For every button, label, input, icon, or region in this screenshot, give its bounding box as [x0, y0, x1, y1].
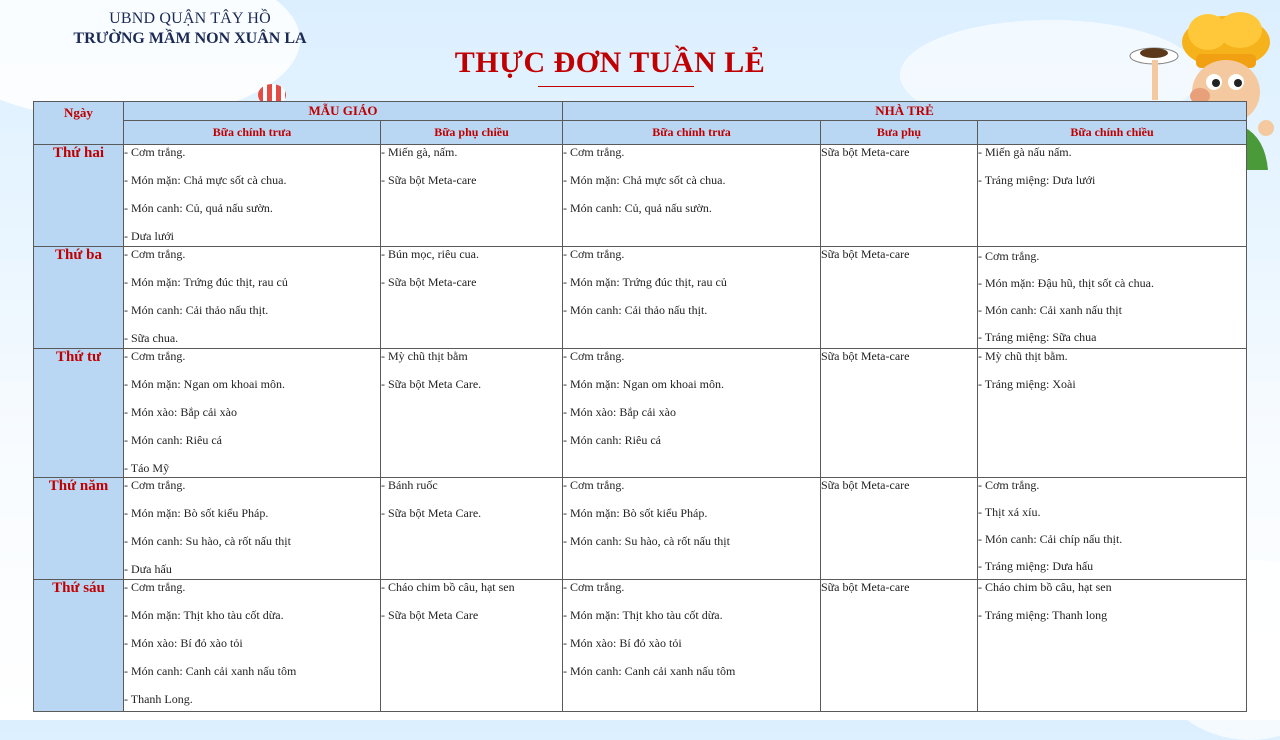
- menu-item: Sữa bột Meta-care: [821, 349, 910, 363]
- day-label: Thứ sáu: [34, 580, 124, 712]
- menu-cell: [821, 478, 978, 580]
- menu-item: - Sữa bột Meta Care: [381, 608, 479, 622]
- menu-item: - Món xào: Bí đỏ xào tỏi: [563, 636, 682, 650]
- menu-item: - Món canh: Cải xanh nấu thịt: [978, 303, 1122, 317]
- menu-item: - Mỳ chũ thịt bằm.: [978, 349, 1068, 363]
- menu-item: - Món mặn: Đậu hũ, thịt sốt cà chua.: [978, 276, 1154, 290]
- subheader: Bữa chính trưa: [124, 121, 381, 145]
- menu-item: - Cơm trắng.: [563, 478, 625, 492]
- menu-item: - Sữa bột Meta-care: [381, 275, 477, 289]
- menu-item: - Món canh: Củ, quả nấu sườn.: [124, 201, 273, 215]
- menu-cell: [124, 349, 381, 478]
- menu-cell: [978, 145, 1247, 247]
- menu-cell: [563, 247, 821, 349]
- menu-cell: [821, 247, 978, 349]
- menu-item: - Cơm trắng.: [124, 349, 186, 363]
- table-row: [34, 580, 1247, 712]
- menu-item: - Món mặn: Chả mực sốt cà chua.: [563, 173, 726, 187]
- menu-cell: [381, 478, 563, 580]
- menu-item: Sữa bột Meta-care: [821, 580, 910, 594]
- menu-item: - Cơm trắng.: [124, 478, 186, 492]
- menu-cell: [563, 349, 821, 478]
- menu-item: - Món mặn: Ngan om khoai môn.: [124, 377, 285, 391]
- table-row: [34, 349, 1247, 478]
- menu-cell: [563, 478, 821, 580]
- menu-item: - Tráng miệng: Xoài: [978, 377, 1076, 391]
- menu-item: - Tráng miệng: Thanh long: [978, 608, 1108, 622]
- menu-item: - Thanh Long.: [124, 692, 193, 706]
- menu-item: - Dưa lưới: [124, 229, 175, 243]
- menu-item: - Sữa chua.: [124, 331, 179, 345]
- menu-item: - Miến gà, nấm.: [381, 145, 458, 159]
- school-name: TRƯỜNG MẦM NON XUÂN LA: [73, 30, 307, 47]
- subheader: Bữa chính chiều: [978, 121, 1247, 145]
- menu-item: - Món mặn: Trứng đúc thịt, rau củ: [124, 275, 288, 289]
- header-mau-giao: MẪU GIÁO: [124, 102, 563, 121]
- header-nha-tre: NHÀ TRẺ: [563, 102, 1247, 121]
- menu-item: - Cơm trắng.: [124, 145, 186, 159]
- menu-cell: [124, 145, 381, 247]
- menu-item: Sữa bột Meta-care: [821, 145, 910, 159]
- menu-cell: [821, 349, 978, 478]
- menu-item: - Món canh: Cải thảo nấu thịt.: [563, 303, 708, 317]
- menu-item: - Món canh: Su hào, cà rốt nấu thịt: [124, 534, 291, 548]
- menu-item: - Tráng miệng: Sữa chua: [978, 330, 1097, 344]
- menu-item: - Món canh: Riêu cá: [563, 433, 661, 447]
- menu-cell: [124, 247, 381, 349]
- menu-item: Sữa bột Meta-care: [821, 478, 910, 492]
- district-name: UBND QUẬN TÂY HỒ: [109, 10, 271, 27]
- menu-item: - Cơm trắng.: [563, 349, 625, 363]
- menu-cell: [381, 145, 563, 247]
- menu-item: - Món canh: Canh cải xanh nấu tôm: [124, 664, 297, 678]
- menu-item: - Món xào: Bắp cải xào: [563, 405, 676, 419]
- menu-item: Sữa bột Meta-care: [821, 247, 910, 261]
- day-label: Thứ hai: [34, 145, 124, 247]
- menu-item: - Tráng miệng: Dưa lưới: [978, 173, 1096, 187]
- menu-item: - Món mặn: Chả mực sốt cà chua.: [124, 173, 287, 187]
- day-label: Thứ tư: [34, 349, 124, 478]
- subheader: Bữa phụ chiều: [381, 121, 563, 145]
- menu-item: - Thịt xá xíu.: [978, 505, 1041, 519]
- menu-item: - Cháo chim bồ câu, hạt sen: [381, 580, 515, 594]
- menu-cell: [978, 349, 1247, 478]
- day-label: Thứ ba: [34, 247, 124, 349]
- menu-item: - Bún mọc, riêu cua.: [381, 247, 479, 261]
- menu-item: - Cơm trắng.: [978, 249, 1040, 263]
- school-header: [40, 10, 340, 48]
- menu-item: - Món canh: Riêu cá: [124, 433, 222, 447]
- menu-cell: [381, 247, 563, 349]
- menu-item: - Món mặn: Trứng đúc thịt, rau củ: [563, 275, 727, 289]
- page-title: THỰC ĐƠN TUẦN LẺ: [454, 46, 766, 79]
- menu-item: - Cơm trắng.: [978, 478, 1040, 492]
- menu-item: - Sữa bột Meta Care.: [381, 506, 482, 520]
- subheader: Bữa chính trưa: [563, 121, 821, 145]
- menu-item: - Món canh: Canh cải xanh nấu tôm: [563, 664, 736, 678]
- menu-cell: [381, 580, 563, 712]
- menu-item: - Bánh ruốc: [381, 478, 438, 492]
- menu-cell: [978, 247, 1247, 349]
- menu-cell: [124, 580, 381, 712]
- menu-item: - Dưa hấu: [124, 562, 172, 576]
- menu-cell: [978, 478, 1247, 580]
- title-underline: [538, 86, 694, 87]
- menu-item: - Món mặn: Ngan om khoai môn.: [563, 377, 724, 391]
- menu-item: - Món canh: Cải chíp nấu thịt.: [978, 532, 1123, 546]
- menu-cell: [821, 580, 978, 712]
- menu-item: - Tráng miệng: Dưa hấu: [978, 559, 1094, 573]
- menu-item: - Miến gà nấu nấm.: [978, 145, 1072, 159]
- day-label: Thứ năm: [34, 478, 124, 580]
- menu-cell: [821, 145, 978, 247]
- menu-cell: [124, 478, 381, 580]
- menu-cell: [381, 349, 563, 478]
- table-row: [34, 478, 1247, 580]
- menu-item: - Cơm trắng.: [124, 580, 186, 594]
- menu-item: - Món mặn: Thịt kho tàu cốt dừa.: [563, 608, 723, 622]
- menu-item: - Cháo chim bồ câu, hạt sen: [978, 580, 1112, 594]
- weekly-menu-table: [33, 101, 1247, 712]
- menu-item: - Cơm trắng.: [563, 247, 625, 261]
- menu-item: - Món xào: Bắp cải xào: [124, 405, 237, 419]
- menu-item: - Mỳ chũ thịt bằm: [381, 349, 468, 363]
- menu-item: - Món mặn: Bò sốt kiểu Pháp.: [124, 506, 269, 520]
- table-row: [34, 247, 1247, 349]
- menu-cell: [978, 580, 1247, 712]
- menu-item: - Món mặn: Bò sốt kiểu Pháp.: [563, 506, 708, 520]
- menu-item: - Món mặn: Thịt kho tàu cốt dừa.: [124, 608, 284, 622]
- menu-item: - Món canh: Su hào, cà rốt nấu thịt: [563, 534, 730, 548]
- subheader: Bưa phụ: [821, 121, 978, 145]
- menu-item: - Món canh: Cải thảo nấu thịt.: [124, 303, 269, 317]
- menu-cell: [563, 145, 821, 247]
- menu-item: - Món xào: Bí đỏ xào tỏi: [124, 636, 243, 650]
- menu-item: - Sữa bột Meta-care: [381, 173, 477, 187]
- header-day: Ngày: [34, 102, 124, 145]
- menu-cell: [563, 580, 821, 712]
- menu-item: - Món canh: Củ, quả nấu sườn.: [563, 201, 712, 215]
- menu-item: - Cơm trắng.: [563, 580, 625, 594]
- menu-item: - Cơm trắng.: [563, 145, 625, 159]
- table-row: [34, 145, 1247, 247]
- menu-item: - Sữa bột Meta Care.: [381, 377, 482, 391]
- menu-item: - Cơm trắng.: [124, 247, 186, 261]
- menu-item: - Táo Mỹ: [124, 461, 170, 475]
